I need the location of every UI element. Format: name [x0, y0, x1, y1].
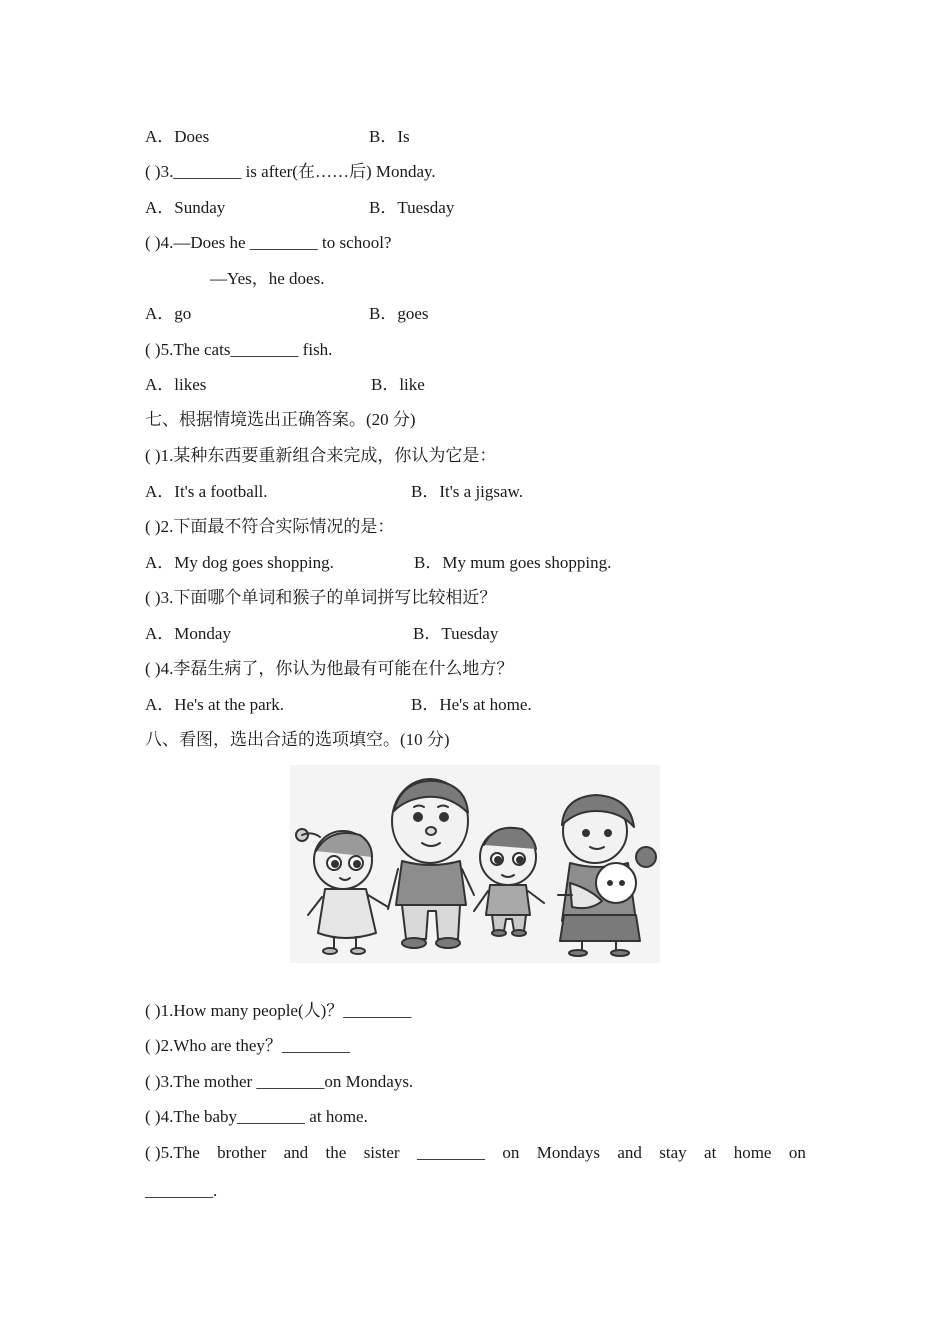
p7-q4-options: [145, 694, 532, 716]
p6-q5-options: [145, 374, 425, 396]
p6-q4-option-b: B．goes: [369, 304, 429, 323]
p6-q5-option-a: A．likes: [145, 375, 207, 394]
p7-q1-option-a: A．It's a football.: [145, 482, 268, 501]
p8-q2: ( )2.Who are they？________: [145, 1036, 350, 1055]
p6-q3: ( )3.________ is after(在……后) Monday.: [145, 162, 436, 181]
p7-q2: ( )2.下面最不符合实际情况的是：: [145, 517, 395, 536]
p8-q5-word: at: [704, 1143, 717, 1162]
p7-q3-option-a: A．Monday: [145, 624, 231, 643]
p8-q5-word: on: [788, 1143, 806, 1162]
p8-q1: ( )1.How many people(人)？________: [145, 1001, 412, 1020]
p7-q1: ( )1.某种东西要重新组合来完成，你认为它是：: [145, 446, 497, 465]
p7-q4-option-b: B．He's at home.: [411, 695, 532, 714]
p6-q5-option-b: B．like: [371, 375, 425, 394]
p6-q4: ( )4.—Does he ________ to school?: [145, 233, 392, 252]
p6-q3-option-a: A．Sunday: [145, 198, 226, 217]
p6-q4-answer: —Yes，he does.: [210, 269, 325, 288]
p6-q3-option-b: B．Tuesday: [369, 198, 455, 217]
p8-q5: [145, 1142, 806, 1164]
p6-q2-option-a: A．Does: [145, 127, 210, 146]
p7-q2-options: [145, 552, 612, 574]
p7-q4-option-a: A．He's at the park.: [145, 695, 285, 714]
p6-q5: ( )5.The cats________ fish.: [145, 340, 333, 359]
p8-q5-word: sister: [363, 1143, 400, 1162]
p8-q5-word: and: [283, 1143, 309, 1162]
p6-q2-options: [145, 126, 410, 148]
p8-q5-word: brother: [217, 1143, 267, 1162]
p8-q5-word: ( )5.The: [145, 1143, 200, 1162]
p8-q5-continuation: ________.: [145, 1181, 218, 1200]
p7-q1-option-b: B．It's a jigsaw.: [411, 482, 523, 501]
part7-heading: 七、根据情境选出正确答案。(20 分): [145, 410, 416, 429]
p7-q3-options: [145, 623, 499, 645]
p7-q1-options: [145, 481, 523, 503]
part8-heading: 八、看图，选出合适的选项填空。(10 分): [145, 730, 450, 749]
p7-q4: ( )4.李磊生病了，你认为他最有可能在什么地方？: [145, 659, 514, 678]
p6-q3-options: [145, 197, 455, 219]
p8-q5-word: and: [617, 1143, 642, 1162]
p8-q5-blank: ________: [416, 1143, 485, 1162]
family-illustration: [290, 765, 660, 963]
p8-q3: ( )3.The mother ________on Mondays.: [145, 1072, 414, 1091]
p7-q2-option-b: B．My mum goes shopping.: [414, 553, 612, 572]
p8-q5-word: on: [502, 1143, 520, 1162]
p8-q5-word: home: [733, 1143, 772, 1162]
p7-q2-option-a: A．My dog goes shopping.: [145, 553, 334, 572]
p8-q5-word: stay: [659, 1143, 687, 1162]
p8-q5-word: the: [325, 1143, 347, 1162]
p7-q3-option-b: B．Tuesday: [413, 624, 499, 643]
p7-q3: ( )3.下面哪个单词和猴子的单词拼写比较相近？: [145, 588, 497, 607]
p8-q4: ( )4.The baby________ at home.: [145, 1107, 368, 1126]
p8-q5-word: Mondays: [536, 1143, 600, 1162]
p6-q4-options: [145, 303, 429, 325]
p6-q4-option-a: A．go: [145, 304, 192, 323]
p6-q2-option-b: B．Is: [369, 127, 410, 146]
